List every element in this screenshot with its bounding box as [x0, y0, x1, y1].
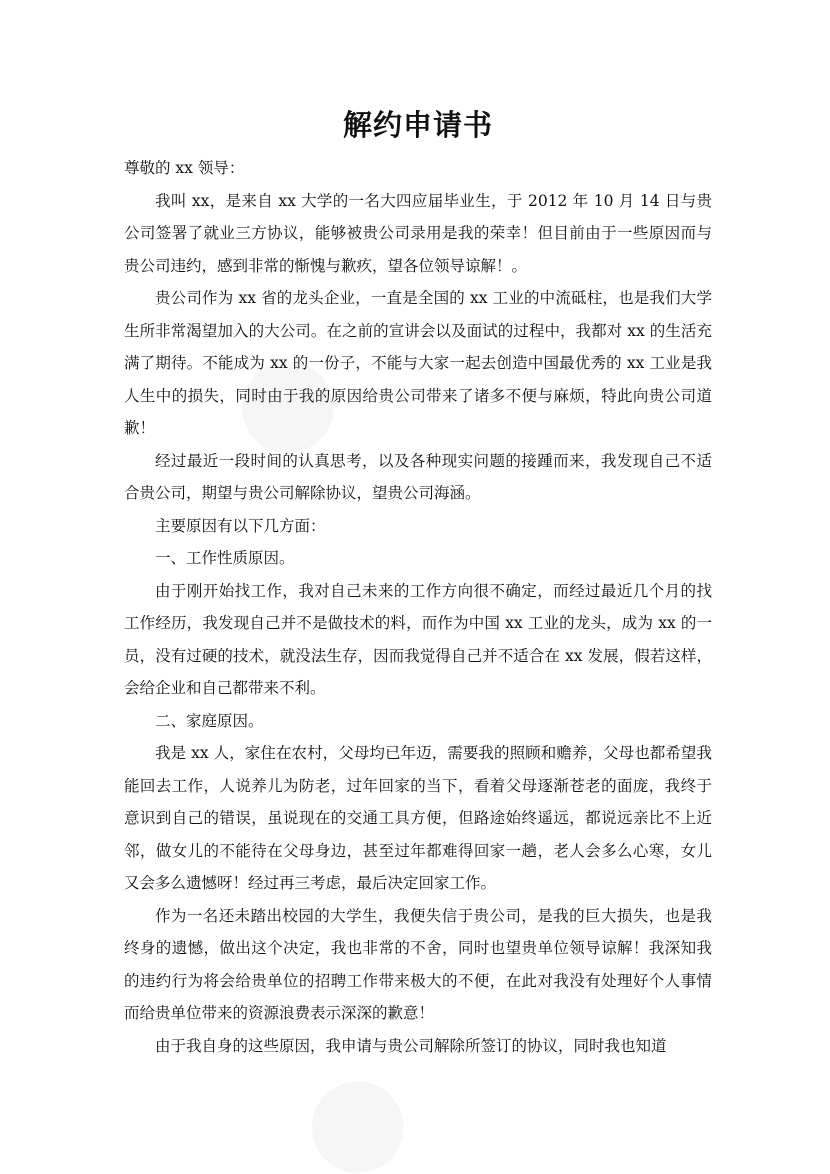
reasons-intro: 主要原因有以下几方面：	[155, 516, 326, 535]
closing-paragraph-apology: 作为一名还未踏出校园的大学生，我便失信于贵公司，是我的巨大损失，也是我终身的遗憾，做出这个决定，我也非常的不舍，同时也望贵单位领导谅解！我深知我的违约行为将会给贵单位的招聘工作带来极大的不便，在此对我没有处理好个人事情而给贵单位带来的资源浪费表示深深的歉意！	[124, 906, 712, 1022]
reason2-heading: 二、家庭原因。	[155, 711, 264, 730]
reason1-text: 由于刚开始找工作，我对自己未来的工作方向很不确定，而经过最近几个月的找工作经历，我发现自己并不是做技术的料，而作为中国 xx 工业的龙头，成为 xx 的一员，没有过硬的技术，就没法生存，因而我觉得自己并不适合在 xx 发展，假若这样，会给企业和自己都带来不利。	[124, 581, 712, 697]
paragraph-intro: 我叫 xx，是来自 xx 大学的一名大四应届毕业生，于 2012 年 10 月 14 日与贵公司签署了就业三方协议，能够被贵公司录用是我的荣幸！但目前由于一些原因而与贵公司违约，感到非常的惭愧与歉疚，望各位领导谅解！。	[124, 191, 712, 275]
paragraph-company: 贵公司作为 xx 省的龙头企业，一直是全国的 xx 工业的中流砥柱，也是我们大学生所非常渴望加入的大公司。在之前的宣讲会以及面试的过程中，我都对 xx 的生活充满了期待。不能成为 xx 的一份子，不能与大家一起去创造中国最优秀的 xx 工业是我人生中的损失，同时由于我的原因给贵公司带来了诸多不便与麻烦，特此向贵公司道歉！	[124, 289, 712, 437]
document-title: 解约申请书	[342, 108, 493, 142]
reason1-heading: 一、工作性质原因。	[155, 549, 295, 567]
salutation: 尊敬的 xx 领导：	[124, 159, 245, 177]
paragraph-decision: 经过最近一段时间的认真思考，以及各种现实问题的接踵而来，我发现自己不适合贵公司，期望与贵公司解除协议，望贵公司海涵。	[124, 451, 712, 502]
closing-paragraph-request: 由于我自身的这些原因，我申请与贵公司解除所签订的协议，同时我也知道	[155, 1036, 667, 1055]
document-page	[124, 100, 712, 1062]
reason2-text: 我是 xx 人，家住在农村，父母均已年迈，需要我的照顾和赡养，父母也都希望我能回去工作，人说养儿为防老，过年回家的当下，看着父母逐渐苍老的面庞，我终于意识到自己的错误，虽说现在的交通工具方便，但路途始终遥远，都说远亲比不上近邻，做女儿的不能待在父母身边，甚至过年都难得回家一趟，老人会多么心寒，女儿又会多么遗憾呀！经过再三考虑，最后决定回家工作。	[124, 744, 712, 892]
